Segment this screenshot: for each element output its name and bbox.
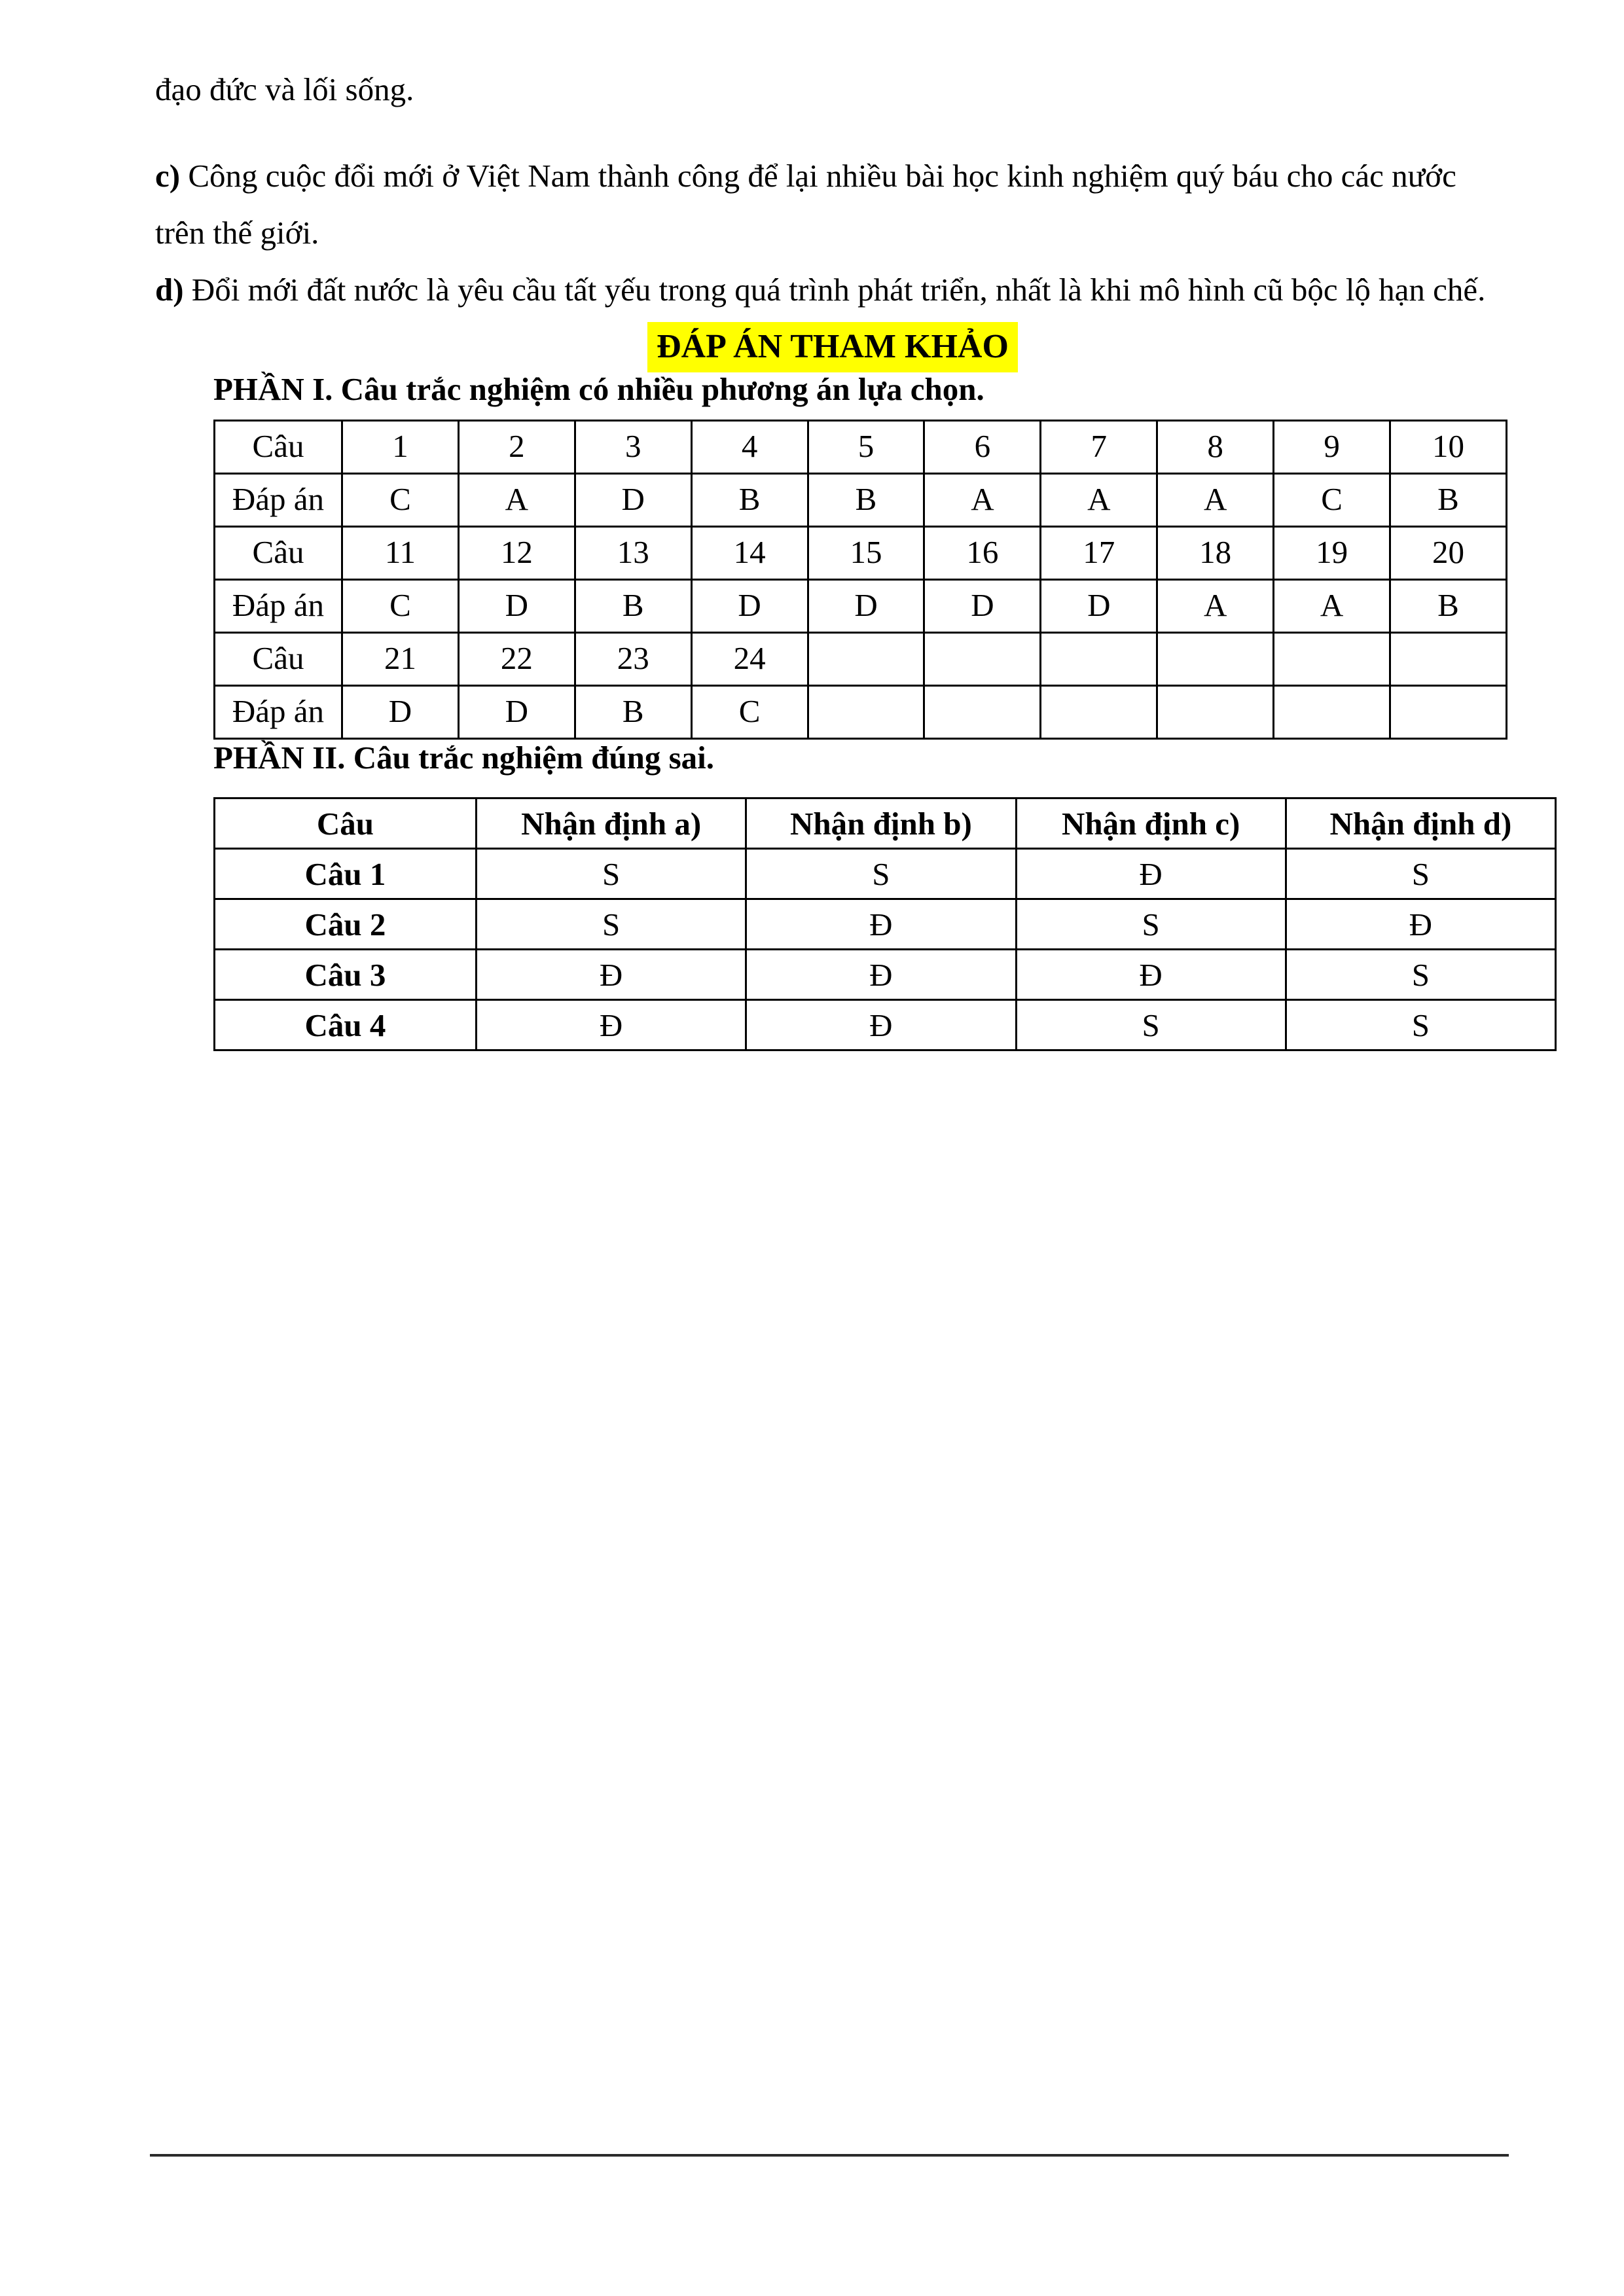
true-false-cell: Đ — [746, 1000, 1016, 1050]
part1-table-body — [215, 421, 1507, 739]
true-false-cell: S — [477, 849, 746, 899]
question-number-cell — [1157, 633, 1274, 686]
answer-letter-cell: B — [808, 474, 924, 527]
true-false-cell: S — [1286, 1000, 1555, 1050]
question-number-cell — [808, 633, 924, 686]
answer-letter-cell: C — [691, 686, 808, 739]
answer-letter-cell: A — [458, 474, 575, 527]
true-false-cell: S — [477, 899, 746, 950]
part2-column-header: Nhận định b) — [746, 798, 1016, 849]
paragraph-text: đạo đức và lối sống. — [155, 71, 414, 107]
paragraph-c — [155, 147, 1513, 261]
question-number-cell: 1 — [342, 421, 459, 474]
answer-row-label: Đáp án — [215, 686, 342, 739]
true-false-cell: S — [1286, 950, 1555, 1000]
question-number-cell: 7 — [1041, 421, 1157, 474]
answer-letter-cell: D — [808, 580, 924, 633]
part2-row-label: Câu 1 — [215, 849, 477, 899]
part2-header-row — [215, 798, 1556, 849]
part2-row-label: Câu 4 — [215, 1000, 477, 1050]
part1-heading: PHẦN I. Câu trắc nghiệm có nhiều phương án lựa chọn. — [213, 371, 984, 407]
answer-letter-cell: D — [342, 686, 459, 739]
answer-letter-cell — [1390, 686, 1507, 739]
part2-table — [213, 797, 1557, 1051]
part2-data-row — [215, 899, 1556, 950]
question-number-cell: 23 — [575, 633, 691, 686]
question-number-cell: 16 — [924, 527, 1041, 580]
answer-row-label: Đáp án — [215, 580, 342, 633]
true-false-cell: S — [1286, 849, 1555, 899]
question-number-cell: 20 — [1390, 527, 1507, 580]
true-false-cell: Đ — [1016, 849, 1286, 899]
question-number-cell — [1041, 633, 1157, 686]
part2-column-header: Nhận định a) — [477, 798, 746, 849]
question-number-cell: 11 — [342, 527, 459, 580]
question-number-cell: 19 — [1274, 527, 1390, 580]
answer-letter-cell: D — [924, 580, 1041, 633]
part1-answer-row — [215, 580, 1507, 633]
part1-question-row — [215, 421, 1507, 474]
paragraph-text: Công cuộc đổi mới ở Việt Nam thành công để lại nhiều bài học kinh nghiệm quý báu cho các nước trên thế giới. — [155, 158, 1456, 251]
question-number-cell: 4 — [691, 421, 808, 474]
answer-letter-cell: D — [575, 474, 691, 527]
part2-table-body — [215, 849, 1556, 1050]
part1-question-row — [215, 633, 1507, 686]
answer-letter-cell: B — [691, 474, 808, 527]
answer-letter-cell — [1157, 686, 1274, 739]
paragraph-prefix: d) — [155, 272, 184, 308]
question-number-cell: 9 — [1274, 421, 1390, 474]
answer-letter-cell — [1274, 686, 1390, 739]
question-row-label: Câu — [215, 527, 342, 580]
answer-letter-cell: B — [1390, 580, 1507, 633]
true-false-cell: S — [1016, 899, 1286, 950]
question-row-label: Câu — [215, 421, 342, 474]
question-number-cell: 17 — [1041, 527, 1157, 580]
question-number-cell: 22 — [458, 633, 575, 686]
question-number-cell: 10 — [1390, 421, 1507, 474]
question-row-label: Câu — [215, 633, 342, 686]
question-number-cell: 6 — [924, 421, 1041, 474]
answer-letter-cell: B — [575, 580, 691, 633]
answer-letter-cell: A — [924, 474, 1041, 527]
answer-letter-cell: C — [342, 580, 459, 633]
answer-letter-cell: D — [458, 580, 575, 633]
question-number-cell: 21 — [342, 633, 459, 686]
part2-row-label: Câu 2 — [215, 899, 477, 950]
true-false-cell: S — [746, 849, 1016, 899]
part2-data-row — [215, 849, 1556, 899]
question-number-cell: 2 — [458, 421, 575, 474]
footer-divider — [150, 2154, 1509, 2157]
answer-letter-cell: A — [1041, 474, 1157, 527]
question-number-cell: 14 — [691, 527, 808, 580]
paragraph-prefix: c) — [155, 158, 181, 194]
answer-key-heading-row — [155, 322, 1510, 372]
answer-letter-cell: A — [1157, 580, 1274, 633]
true-false-cell: Đ — [746, 950, 1016, 1000]
answer-row-label: Đáp án — [215, 474, 342, 527]
true-false-cell: Đ — [477, 950, 746, 1000]
question-number-cell: 18 — [1157, 527, 1274, 580]
question-number-cell: 5 — [808, 421, 924, 474]
answer-letter-cell: C — [342, 474, 459, 527]
answer-letter-cell — [924, 686, 1041, 739]
true-false-cell: Đ — [1286, 899, 1555, 950]
true-false-cell: Đ — [1016, 950, 1286, 1000]
question-number-cell: 12 — [458, 527, 575, 580]
answer-letter-cell: B — [1390, 474, 1507, 527]
answer-key-heading: ĐÁP ÁN THAM KHẢO — [647, 322, 1018, 372]
question-number-cell: 13 — [575, 527, 691, 580]
question-number-cell: 24 — [691, 633, 808, 686]
part2-column-header: Nhận định d) — [1286, 798, 1555, 849]
part1-answer-row — [215, 686, 1507, 739]
paragraph-intro — [155, 61, 1513, 118]
answer-letter-cell: D — [691, 580, 808, 633]
part2-heading: PHẦN II. Câu trắc nghiệm đúng sai. — [213, 740, 715, 776]
question-number-cell: 8 — [1157, 421, 1274, 474]
part2-table-head — [215, 798, 1556, 849]
answer-letter-cell: A — [1274, 580, 1390, 633]
part2-data-row — [215, 1000, 1556, 1050]
true-false-cell: Đ — [477, 1000, 746, 1050]
answer-letter-cell — [1041, 686, 1157, 739]
answer-letter-cell: D — [458, 686, 575, 739]
answer-letter-cell: C — [1274, 474, 1390, 527]
question-number-cell: 15 — [808, 527, 924, 580]
answer-letter-cell: B — [575, 686, 691, 739]
question-number-cell: 3 — [575, 421, 691, 474]
question-number-cell — [924, 633, 1041, 686]
true-false-cell: Đ — [746, 899, 1016, 950]
part1-question-row — [215, 527, 1507, 580]
part2-column-header: Nhận định c) — [1016, 798, 1286, 849]
part1-answer-row — [215, 474, 1507, 527]
true-false-cell: S — [1016, 1000, 1286, 1050]
paragraph-text: Đổi mới đất nước là yêu cầu tất yếu trong quá trình phát triển, nhất là khi mô hình cũ bộc lộ hạn chế. — [183, 272, 1486, 308]
question-number-cell — [1390, 633, 1507, 686]
part2-data-row — [215, 950, 1556, 1000]
part2-column-header: Câu — [215, 798, 477, 849]
paragraph-d — [155, 261, 1513, 318]
question-number-cell — [1274, 633, 1390, 686]
part1-table — [213, 420, 1507, 740]
answer-letter-cell: A — [1157, 474, 1274, 527]
answer-letter-cell: D — [1041, 580, 1157, 633]
answer-letter-cell — [808, 686, 924, 739]
part2-row-label: Câu 3 — [215, 950, 477, 1000]
